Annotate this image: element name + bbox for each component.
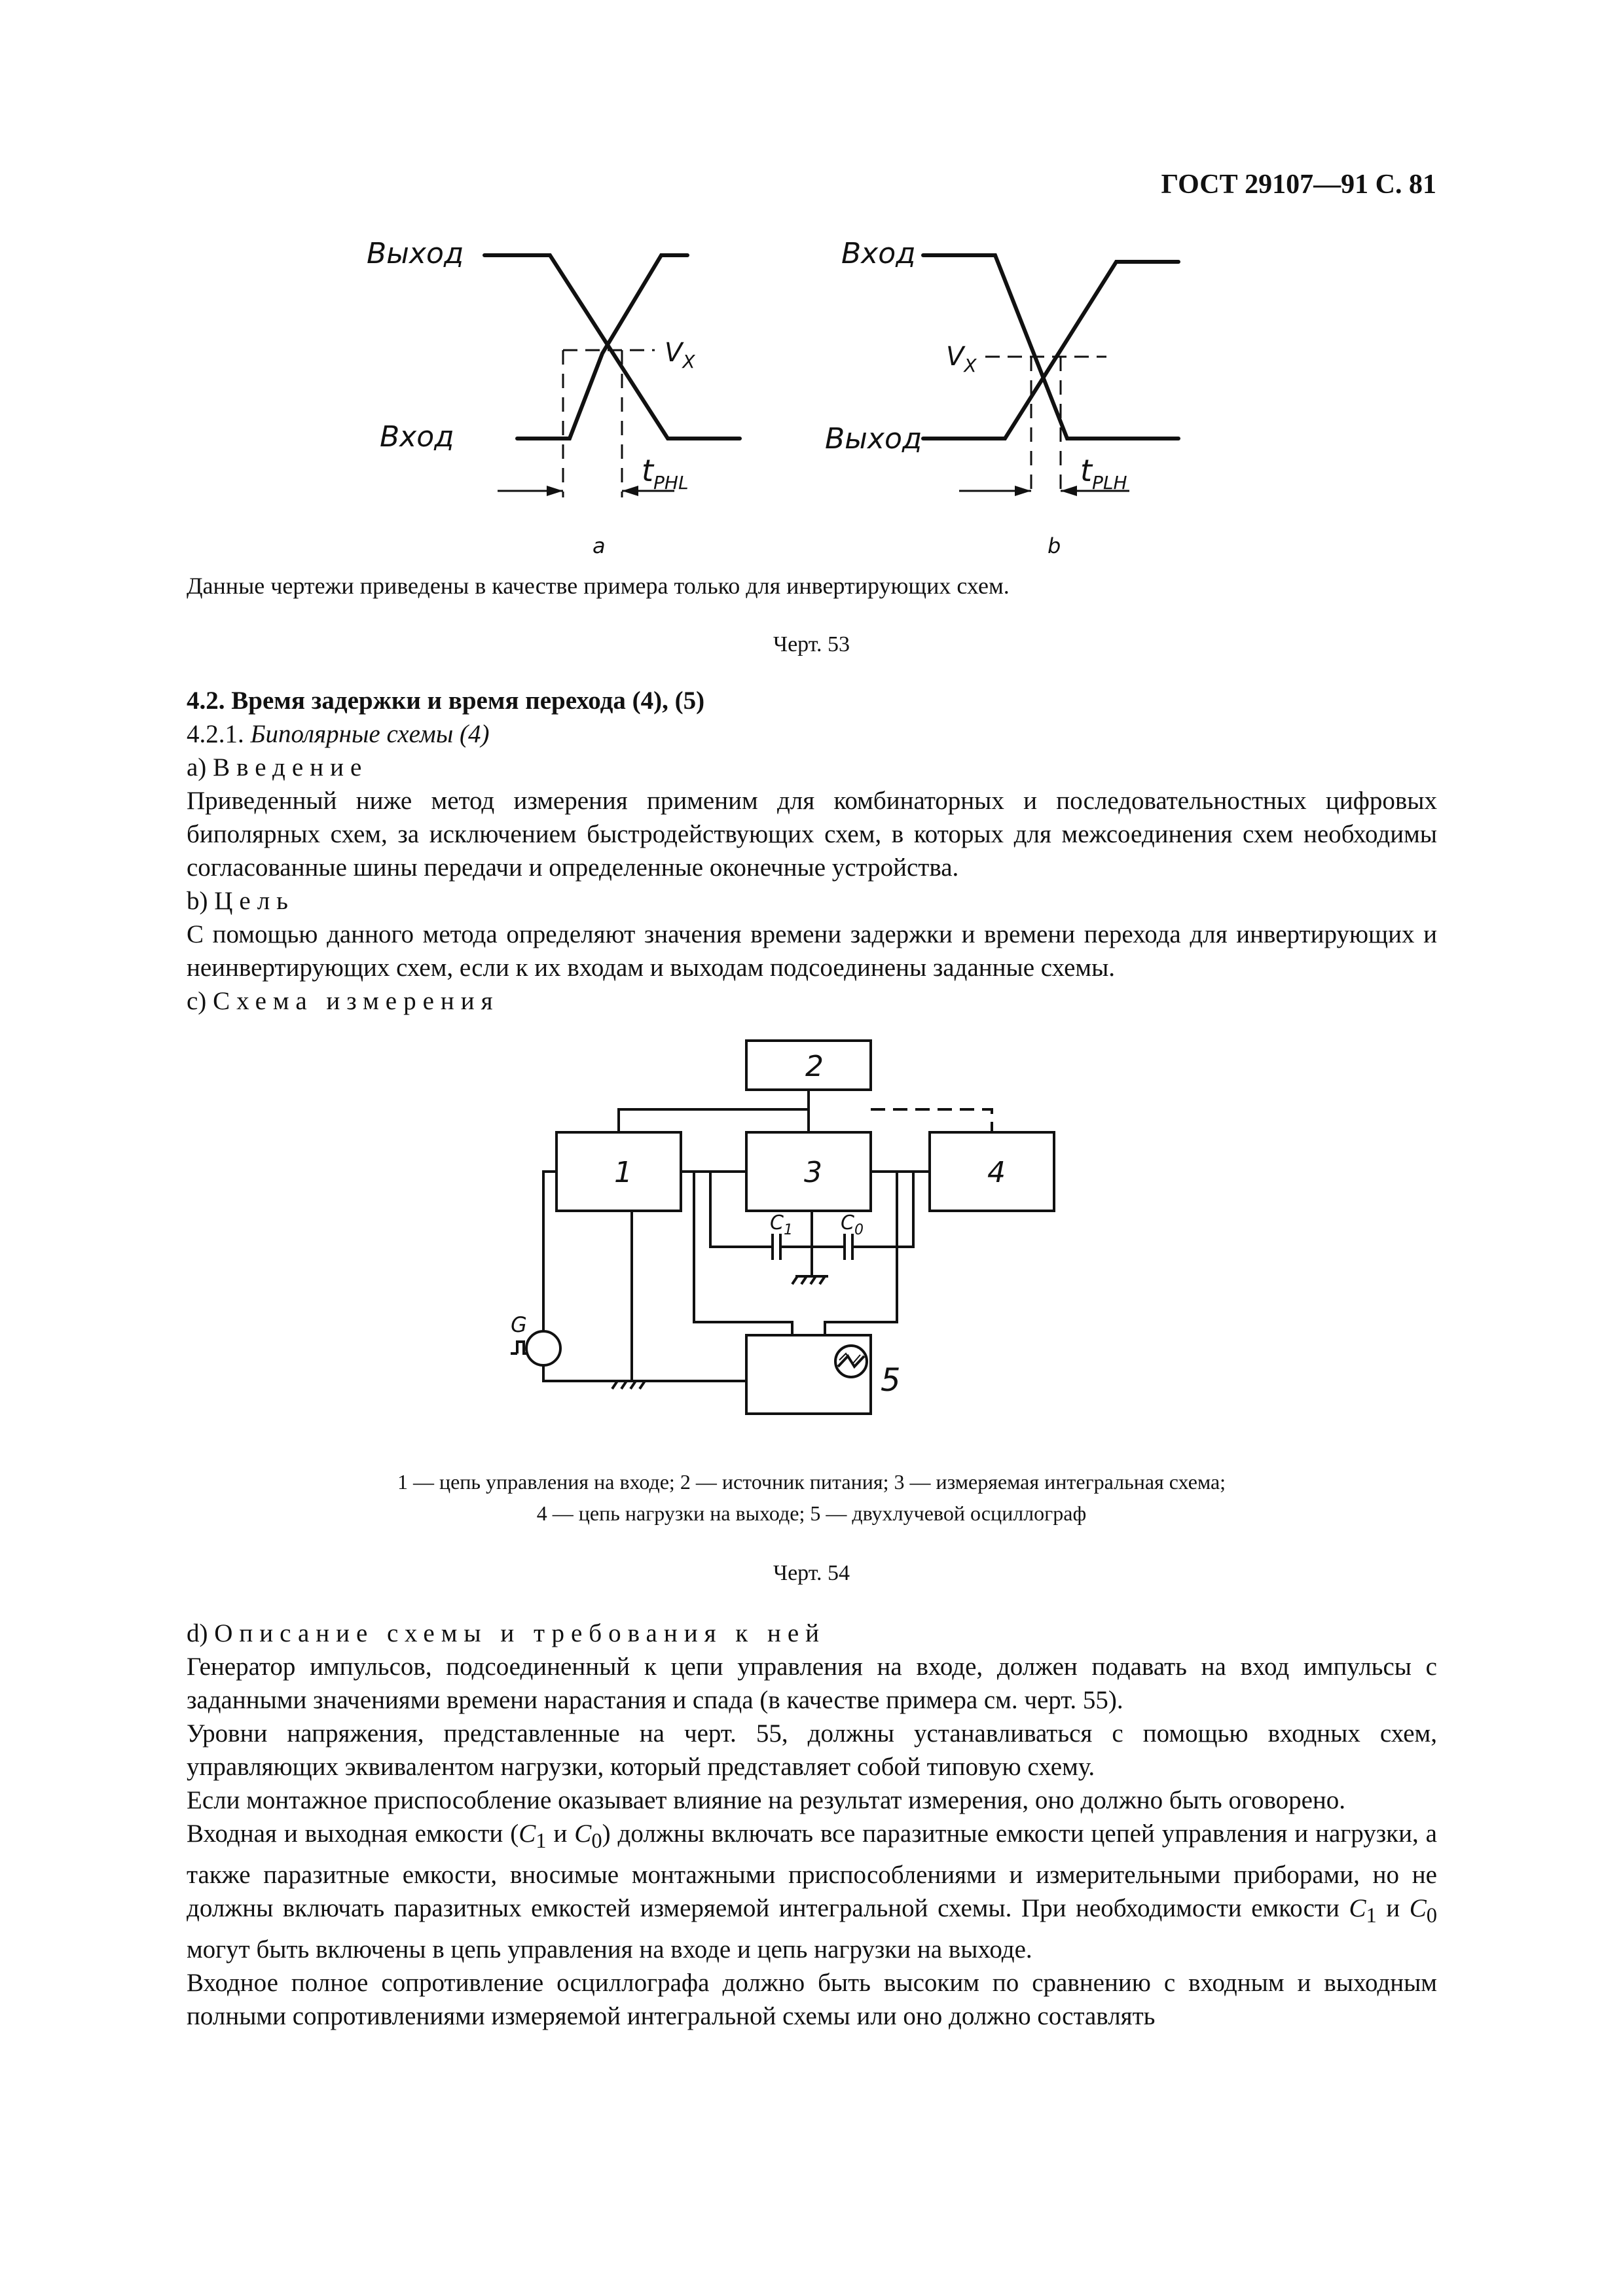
fig53a-vx-sub: X <box>682 351 695 372</box>
figure-53 <box>367 223 1231 563</box>
fig53b-bottom-label: Выход <box>825 422 922 456</box>
para-3: Если монтажное приспособление оказывает влияние на результат измерения, оно должно быть оговорено. <box>187 1786 1346 1814</box>
fig54-legend-line2: 4 — цепь нагрузки на выходе; 5 — двухлучевой осциллограф <box>536 1501 1087 1525</box>
fig53a-t-sub: PHL <box>653 472 689 493</box>
item-d-heading: d) Описание схемы и требования к ней <box>187 1619 826 1647</box>
fig53b-vx-sub: X <box>964 355 977 376</box>
fig53a-vx: V <box>665 338 683 368</box>
para-1: Генератор импульсов, подсоединенный к цепи управления на входе, должен подавать на вход импульсы с заданными значениями времени нарастания и спада (в качестве примера см. черт. 55). <box>187 1653 1437 1714</box>
cap-c1: C <box>770 1211 784 1234</box>
svg-text:C0 <box>841 1211 864 1238</box>
fig53b-t: t <box>1080 453 1093 488</box>
fig53a-bottom-label: Вход <box>380 420 454 454</box>
block-2-label: 2 <box>805 1050 824 1083</box>
fig53b-caption: b <box>1048 533 1061 558</box>
para-5: Входное полное сопротивление осциллографа должно быть высоким по сравнению с входным и выходным полными сопротивлениями измеряемой интегральной схемы или оно должно составлять <box>187 1968 1437 2030</box>
fig54-legend-line1: 1 — цепь управления на входе; 2 — источник питания; 3 — измеряемая интегральная схема; <box>397 1470 1226 1494</box>
svg-text:VX <box>946 342 977 376</box>
fig53a-top-label: Выход <box>367 237 464 270</box>
svg-text:tPHL <box>642 453 689 493</box>
cap-c1-sub: 1 <box>783 1222 793 1238</box>
para-2: Уровни напряжения, представленные на черт. 55, должны устанавливаться с помощью входных схем, управляющих эквивалентом нагрузки, который представляет собой типовую схему. <box>187 1719 1437 1781</box>
fig53a-t: t <box>642 453 654 488</box>
waveform-a-input <box>517 255 687 439</box>
fig54-title: Черт. 54 <box>773 1561 850 1585</box>
cap-c0: C <box>841 1211 854 1234</box>
fig53b-top-label: Вход <box>841 237 916 270</box>
fig53a-caption: a <box>593 533 606 558</box>
block-3-label: 3 <box>804 1156 822 1189</box>
fig53-title: Черт. 53 <box>773 632 850 656</box>
generator-label: G <box>511 1312 527 1337</box>
generator-symbol <box>526 1331 560 1365</box>
block-1-label: 1 <box>614 1156 632 1189</box>
item-a-text: Приведенный ниже метод измерения применим для комбинаторных и последовательностных цифровых биполярных схем, за исключением быстродействующих схем, в которых для межсоединения схем необходимы согласованные шины передачи и определенные оконечные устройства. <box>187 787 1437 882</box>
svg-text:tPLH <box>1080 453 1127 493</box>
item-c-heading: c) Схема измерения <box>187 987 500 1015</box>
fig53b-t-sub: PLH <box>1092 472 1127 493</box>
item-b-text: С помощью данного метода определяют значения времени задержки и времени перехода для инвертирующих и неинвертирующих схем, если к их входам и выходам подсоединены заданные схемы. <box>187 920 1437 982</box>
subsection-heading: 4.2.1. Биполярные схемы (4) <box>187 720 490 748</box>
cap-c0-sub: 0 <box>854 1222 864 1238</box>
figure-54 <box>484 1034 1152 1440</box>
para-4: Входная и выходная емкости ($C_1$ и $C_0$) должны включать все паразитные емкости цепей управления и нагрузки, а также паразитные емкости, вносимые монтажными приспособлениями и измерительными приборами, но не должны включать паразитных емкостей измеряемой интегральной схемы. При необходимости емкости $C_1$ и $C_0$ могут быть включены в цепь управления на входе и цепь нагрузки на выходе. <box>187 1820 1438 1964</box>
svg-text:C1 <box>770 1211 793 1238</box>
block-4-label: 4 <box>987 1156 1006 1189</box>
waveform-a-output <box>484 255 740 439</box>
svg-text:VX <box>665 338 695 372</box>
fig54-legend <box>0 1466 1623 1529</box>
section-4-2 <box>187 684 1437 1018</box>
page-header: ГОСТ 29107—91 С. 81 <box>1161 170 1436 200</box>
block-5-label: 5 <box>881 1362 901 1399</box>
fig53b-vx: V <box>946 342 964 372</box>
item-b-heading: b) Цель <box>187 887 295 915</box>
section-d <box>187 1617 1437 2033</box>
fig53-note: Данные чертежи приведены в качестве примера только для инвертирующих схем. <box>187 573 1010 599</box>
item-a-heading: a) Введение <box>187 753 369 781</box>
section-heading: 4.2. Время задержки и время перехода (4), (5) <box>187 687 705 715</box>
